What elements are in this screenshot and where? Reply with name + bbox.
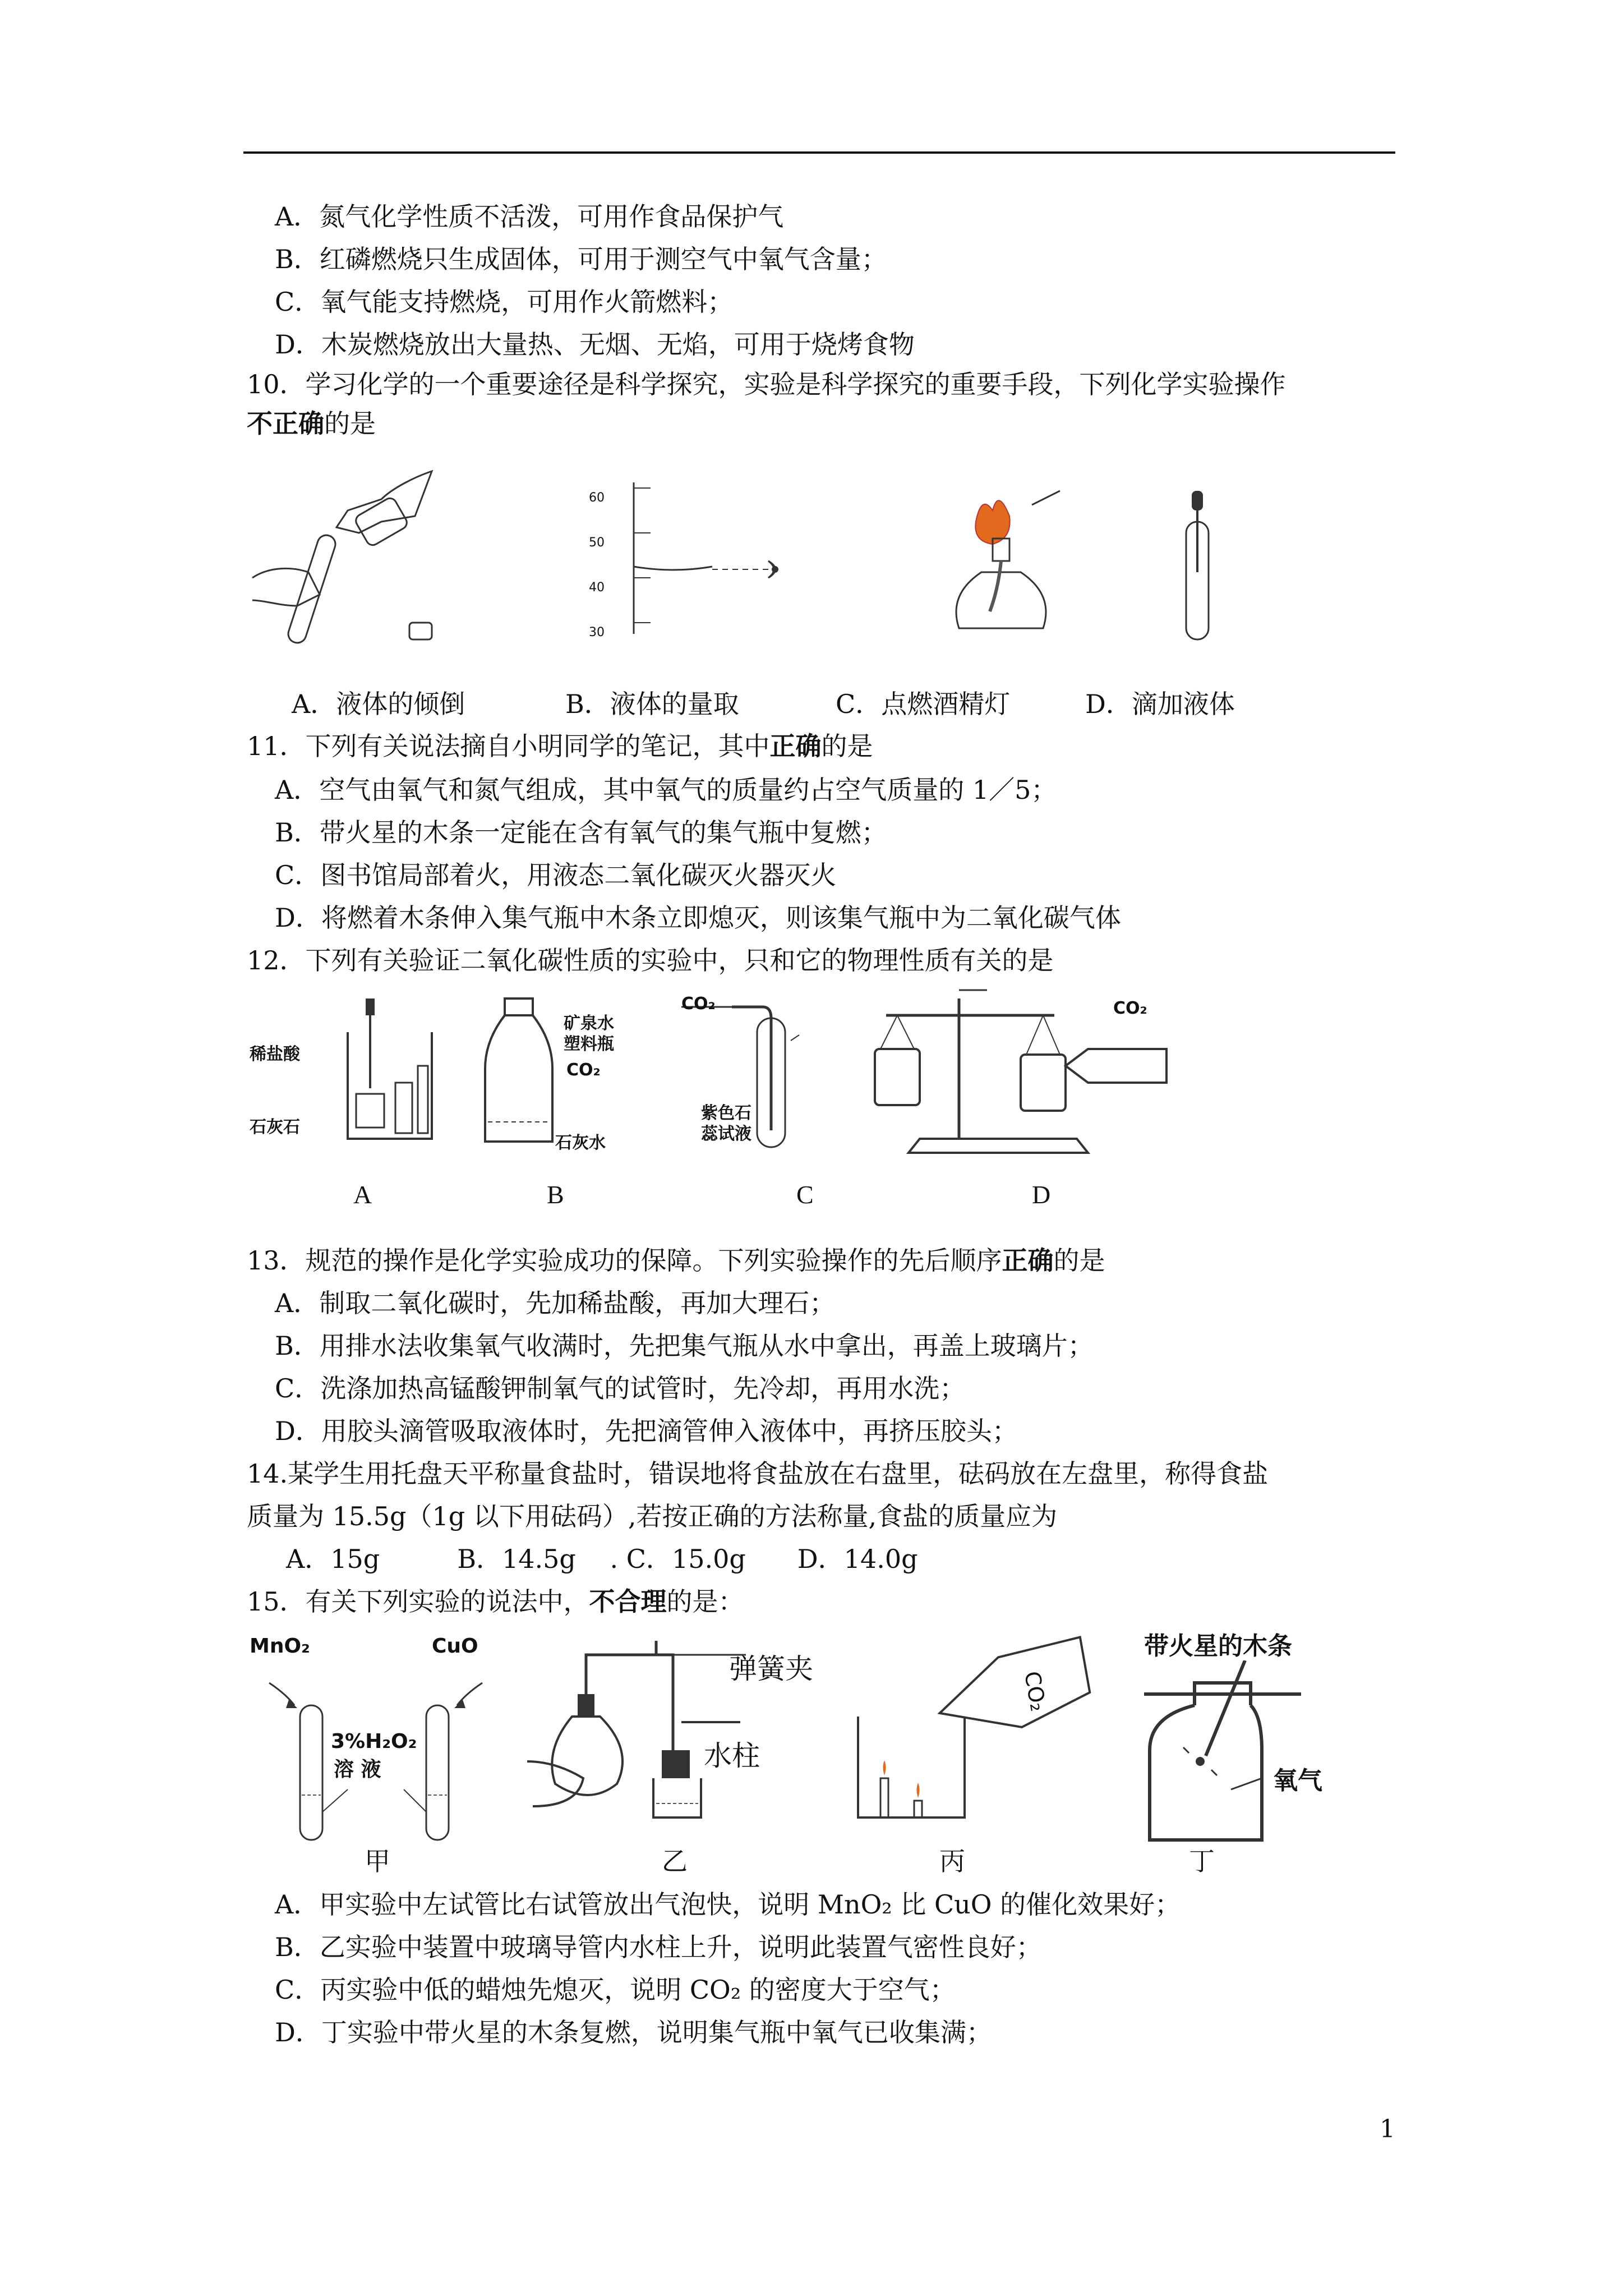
- q15-option-c: C．丙实验中低的蜡烛先熄灭，说明 CO₂ 的密度大于空气；: [275, 1975, 956, 2005]
- label-limewater: 石灰水: [555, 1133, 606, 1153]
- label-co2-bottle-pour: CO₂: [1019, 1669, 1051, 1714]
- q15-option-d: D．丁实验中带火星的木条复燃，说明集气瓶中氧气已收集满；: [275, 2017, 992, 2047]
- q12-label-d: D: [1032, 1180, 1051, 1209]
- q11-option-c: C．图书馆局部着火，用液态二氧化碳灭火器灭火: [275, 860, 837, 890]
- q10-stem: 10．学习化学的一个重要途径是科学探究，实验是科学探究的重要手段，下列化学实验操作: [247, 369, 1286, 399]
- header-rule: [243, 151, 1395, 154]
- plastic-bottle-figure: [479, 996, 564, 1147]
- q13-option-b: B．用排水法收集氧气收满时，先把集气瓶从水中拿出，再盖上玻璃片；: [275, 1331, 1094, 1361]
- q13-option-c: C．洗涤加热高锰酸钾制氧气的试管时，先冷却，再用水洗；: [275, 1373, 966, 1404]
- cylinder-tick-40: 40: [589, 581, 605, 595]
- label-plastic-bottle: 塑料瓶: [564, 1034, 614, 1054]
- cylinder-tick-60: 60: [589, 491, 605, 505]
- label-spring-clamp: 弹簧夹: [729, 1653, 813, 1685]
- q15-label-bing: 丙: [939, 1846, 965, 1876]
- q10-option-c: C．点燃酒精灯: [836, 689, 1011, 719]
- q14-options: A．15g B．14.5g . C．15.0g D．14.0g: [286, 1544, 918, 1574]
- label-water-column: 水柱: [704, 1740, 760, 1772]
- q15-label-jia: 甲: [365, 1846, 390, 1876]
- q12-label-b: B: [547, 1180, 564, 1209]
- q15-label-ding: 丁: [1189, 1846, 1215, 1876]
- oxygen-bottle-figure: [1133, 1660, 1312, 1851]
- dropper-test-tube-figure: [1166, 488, 1234, 645]
- q12-label-c: C: [796, 1180, 814, 1209]
- label-mno2: MnO₂: [250, 1635, 310, 1658]
- alcohol-lamp-figure: [942, 488, 1066, 645]
- q11-stem: 11．下列有关说法摘自小明同学的笔记，其中正确的是: [247, 731, 873, 761]
- q11-option-a: A．空气由氧气和氮气组成，其中氧气的质量约占空气质量的 1／5；: [275, 775, 1057, 805]
- q9-option-d: D．木炭燃烧放出大量热、无烟、无焰，可用于烧烤食物: [275, 329, 915, 360]
- label-h2o2: 3%H₂O₂: [331, 1730, 417, 1753]
- label-glowing-splint: 带火星的木条: [1144, 1632, 1292, 1660]
- q9-option-c: C．氧气能支持燃烧，可用作火箭燃料；: [275, 287, 734, 317]
- label-co2-balance: CO₂: [1113, 999, 1147, 1018]
- page-number: 1: [1380, 2115, 1395, 2143]
- q14-stem-cont: 质量为 15.5g（1g 以下用砝码）,若按正确的方法称量,食盐的质量应为: [247, 1501, 1058, 1531]
- label-limestone: 石灰石: [250, 1117, 300, 1137]
- q15-option-b: B．乙实验中装置中玻璃导管内水柱上升，说明此装置气密性良好；: [275, 1932, 1042, 1962]
- label-mineral-water: 矿泉水: [564, 1014, 614, 1033]
- q13-option-d: D．用胶头滴管吸取液体时，先把滴管伸入液体中，再挤压胶头；: [275, 1416, 1018, 1446]
- q12-label-a: A: [353, 1180, 372, 1209]
- q11-option-d: D．将燃着木条伸入集气瓶中木条立即熄灭，则该集气瓶中为二氧化碳气体: [275, 903, 1121, 933]
- label-oxygen: 氧气: [1273, 1766, 1322, 1795]
- measuring-cylinder-figure: [611, 477, 796, 639]
- q13-option-a: A．制取二氧化碳时，先加稀盐酸，再加大理石；: [275, 1288, 836, 1318]
- q10-option-d: D．滴加液体: [1085, 689, 1235, 719]
- q11-option-b: B．带火星的木条一定能在含有氧气的集气瓶中复燃；: [275, 817, 887, 848]
- q12-stem: 12．下列有关验证二氧化碳性质的实验中，只和它的物理性质有关的是: [247, 945, 1054, 976]
- q15-option-a: A．甲实验中左试管比右试管放出气泡快，说明 MnO₂ 比 CuO 的催化效果好；: [275, 1889, 1181, 1920]
- q9-option-a: A．氮气化学性质不活泼，可用作食品保护气: [275, 201, 784, 232]
- q15-stem: 15．有关下列实验的说法中，不合理的是：: [247, 1586, 744, 1617]
- q14-stem: 14.某学生用托盘天平称量食盐时，错误地将食盐放在右盘里，砝码放在左盘里，称得食盐: [247, 1458, 1269, 1489]
- label-litmus-2: 蕊试液: [701, 1124, 751, 1144]
- label-dilute-acid: 稀盐酸: [250, 1045, 300, 1064]
- q15-label-yi: 乙: [662, 1846, 688, 1876]
- label-litmus-1: 紫色石: [701, 1103, 751, 1123]
- q13-stem: 13．规范的操作是化学实验成功的保障。下列实验操作的先后顺序正确的是: [247, 1245, 1105, 1276]
- pouring-liquid-figure: [247, 466, 449, 651]
- cylinder-tick-30: 30: [589, 625, 605, 639]
- candle-beaker-figure: [847, 1632, 1094, 1834]
- label-co2-bottle: CO₂: [566, 1060, 601, 1080]
- label-co2-tube: CO₂: [681, 994, 716, 1014]
- q10-option-a: A．液体的倾倒: [292, 689, 465, 719]
- beaker-acid-limestone-figure: [336, 999, 437, 1144]
- cylinder-tick-50: 50: [589, 536, 605, 550]
- label-solution: 溶 液: [334, 1758, 381, 1781]
- q10-option-b: B．液体的量取: [565, 689, 739, 719]
- label-cuo: CuO: [432, 1635, 478, 1658]
- q9-option-b: B．红磷燃烧只生成固体，可用于测空气中氧气含量；: [275, 244, 887, 274]
- q10-stem-cont: 不正确的是: [247, 408, 376, 439]
